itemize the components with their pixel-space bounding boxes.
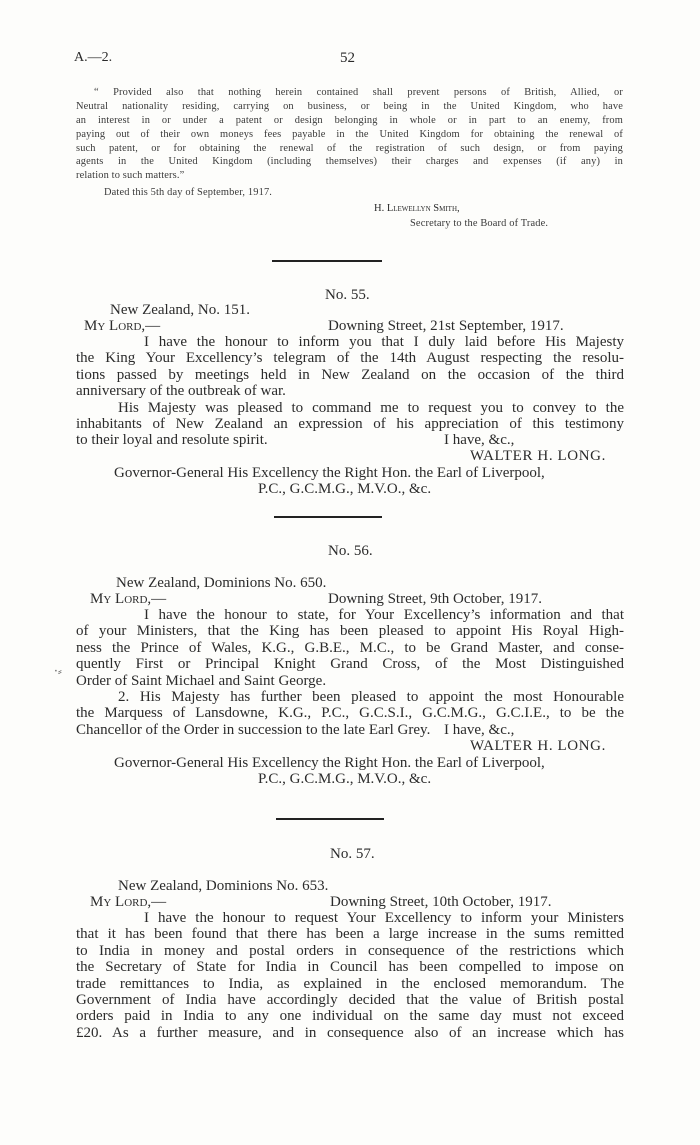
body-line: ness the Prince of Wales, K.G., G.B.E., M.C., to be Grand Master, and conse- — [76, 639, 624, 656]
salutation: My Lord,— — [84, 318, 161, 334]
body-line: the Marquess of Lansdowne, K.G., P.C., G.C.S.I., G.C.M.G., G.C.I.E., to be the — [76, 705, 624, 722]
signature: WALTER H. LONG. — [470, 738, 606, 754]
letter-ref: New Zealand, Dominions No. 653. — [118, 878, 329, 894]
letter-number: No. 56. — [328, 543, 373, 559]
dateline: Downing Street, 21st September, 1917. — [328, 318, 564, 334]
letter-body — [76, 910, 624, 1041]
addressee: Governor-General His Excellency the Right Hon. the Earl of Liverpool, — [114, 755, 545, 771]
page-number: 52 — [340, 50, 355, 66]
body-line: trade remittances to India, as explained in the enclosed memorandum. The — [76, 975, 624, 992]
section-divider — [276, 818, 384, 820]
letter-ref: New Zealand, No. 151. — [110, 302, 250, 318]
signature: WALTER H. LONG. — [470, 448, 606, 464]
section-divider — [274, 516, 382, 518]
quote-line: Neutral nationality residing, carrying on business, or being in the United Kingdom, who have — [76, 100, 623, 112]
quote-signer: H. Llewellyn Smith, — [374, 203, 460, 214]
body-line: quently First or Principal Knight Grand Cross, of the Most Distinguished — [76, 656, 624, 673]
letter-number: No. 57. — [330, 846, 375, 862]
page-reference: A.—2. — [74, 50, 113, 65]
body-line: the King Your Excellency’s telegram of the 14th August respecting the resolu- — [76, 350, 624, 367]
dateline: Downing Street, 9th October, 1917. — [328, 591, 542, 607]
quote-signer-title: Secretary to the Board of Trade. — [410, 218, 549, 229]
body-line: anniversary of the outbreak of war. — [76, 383, 286, 400]
body-line: that it has been found that there has been a large increase in the sums remitted — [76, 926, 624, 943]
body-line: of your Ministers, that the King has been pleased to appoint His Royal High- — [76, 623, 624, 640]
quoted-proviso — [76, 86, 623, 183]
body-line: the Secretary of State for India in Council has been compelled to impose on — [76, 959, 624, 976]
body-line: I have the honour to inform you that I duly laid before His Majesty — [144, 334, 624, 350]
body-line: to India in money and postal orders in consequence of the restrictions which — [76, 942, 624, 959]
letter-body — [76, 607, 624, 738]
dateline: Downing Street, 10th October, 1917. — [330, 894, 552, 910]
body-line: tions passed by meetings held in New Zealand on the occasion of the third — [76, 366, 624, 383]
quote-line: relation to such matters.” — [76, 170, 185, 182]
quote-line: “ Provided also that nothing herein contained shall prevent persons of British, Allied, or — [94, 87, 623, 98]
margin-mark-icon: ‧⸗ — [54, 664, 62, 678]
addressee-honours: P.C., G.C.M.G., M.V.O., &c. — [258, 481, 432, 497]
salutation: My Lord,— — [90, 894, 167, 910]
letter-body — [76, 334, 624, 449]
body-line: I have the honour to request Your Excellency to inform your Ministers — [144, 910, 624, 926]
body-line: 2. His Majesty has further been pleased to appoint the most Honourable — [118, 688, 624, 705]
body-line: orders paid in India to any one individual on the same day must not exceed — [76, 1008, 624, 1025]
body-line: to their loyal and resolute spirit. — [76, 432, 268, 449]
quote-line: an interest in or under a patent or design belonging in whole or in part to an enemy, from — [76, 114, 623, 126]
quote-date: Dated this 5th day of September, 1917. — [104, 187, 273, 198]
body-line: Chancellor of the Order in succession to the late Earl Grey. — [76, 721, 431, 738]
body-line: His Majesty was pleased to command me to request you to convey to the — [118, 399, 624, 416]
letter-ref: New Zealand, Dominions No. 650. — [116, 575, 327, 591]
section-divider — [272, 260, 382, 262]
quote-line: paying out of their own moneys fees payable in the United Kingdom for obtaining the renewal of — [76, 128, 623, 140]
body-line: Government of India have accordingly decided that the value of British postal — [76, 991, 624, 1008]
letter-number: No. 55. — [325, 287, 370, 303]
quote-line: agents in the United Kingdom (including themselves) their charges and expenses (if any) in — [76, 156, 623, 168]
body-line: inhabitants of New Zealand an expression of his appreciation of this testimony — [76, 415, 624, 432]
addressee: Governor-General His Excellency the Right Hon. the Earl of Liverpool, — [114, 465, 545, 481]
body-line: I have the honour to state, for Your Excellency’s information and that — [144, 607, 624, 623]
quote-line: such patent, or for obtaining the renewal of the registration of such design, or from paying — [76, 142, 623, 154]
body-line: Order of Saint Michael and Saint George. — [76, 672, 327, 689]
body-line: £20. As a further measure, and in consequence also of an increase which has — [76, 1024, 624, 1041]
addressee-honours: P.C., G.C.M.G., M.V.O., &c. — [258, 771, 432, 787]
closing: I have, &c., — [444, 722, 515, 738]
closing: I have, &c., — [444, 432, 515, 448]
salutation: My Lord,— — [90, 591, 167, 607]
